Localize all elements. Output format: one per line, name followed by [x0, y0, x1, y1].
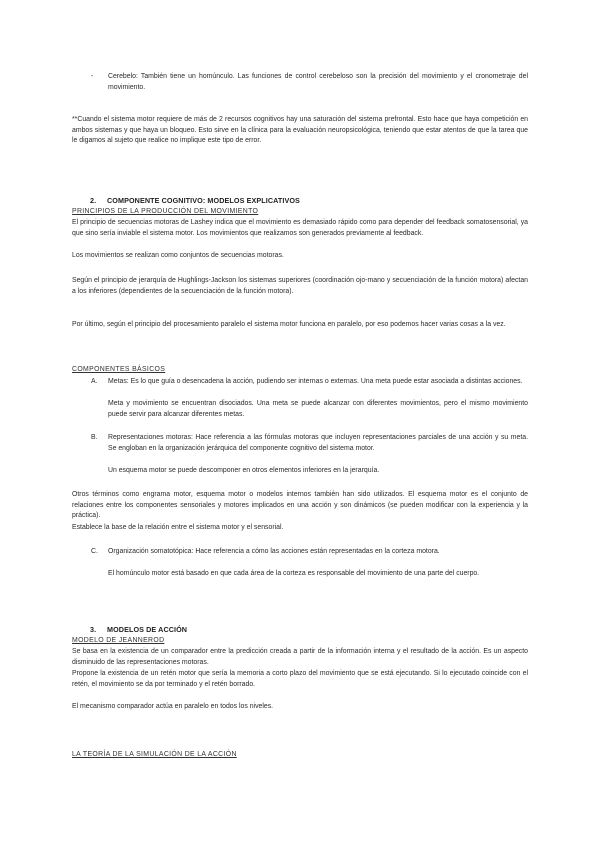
item-a-text-2: Meta y movimiento se encuentran disociados. Una meta se puede alcanzar con diferentes movimientos, pero el mismo movimiento puede servir para alcanzar diferentes metas. — [108, 400, 528, 418]
item-c-text-2: El homúnculo motor está basado en que cada área de la corteza es responsable del movimiento de una parte del cuerpo. — [108, 570, 480, 577]
item-c-text: Organización somatotópica: Hace referencia a cómo las acciones están representadas en la corteza motora. — [108, 548, 440, 555]
sequences-paragraph: Los movimientos se realizan como conjuntos de secuencias motoras. — [72, 252, 284, 259]
cerebelo-paragraph: Cerebelo: También tiene un homúnculo. Las funciones de control cerebeloso son la precisión del movimiento y el cronometraje del movimiento. — [108, 73, 528, 91]
item-c-letter: C. — [91, 548, 98, 555]
section-2-title: COMPONENTE COGNITIVO: MODELOS EXPLICATIVOS — [107, 196, 300, 205]
note-paragraph: **Cuando el sistema motor requiere de más de 2 recursos cognitivos hay una saturación del sistema prefrontal. Esto hace que haya competición en ambos sistemas y que haya un bloqueo. Esto sirve en la clínica para la evaluación neuropsicológica, teniendo que estar atentos de que la tarea que le digamos al sujeto que realice no implique este tipo de error. — [72, 116, 528, 145]
section-3-number: 3. — [90, 625, 97, 634]
item-b-letter: B. — [91, 434, 98, 441]
parallel-paragraph: Por último, según el principio del procesamiento paralelo el sistema motor funciona en paralelo, por eso podemos hacer varias cosas a la vez. — [72, 321, 506, 328]
lashey-paragraph: El principio de secuencias motoras de Lashey indica que el movimiento es demasiado rápido como para depender del feedback somatosensorial, ya que sino sería inviable el sistema motor. Los movimientos que realizamos son generados previamente al feedback. — [72, 219, 528, 237]
production-principles-subtitle: PRINCIPIOS DE LA PRODUCCIÓN DEL MOVIMIENTO — [72, 208, 259, 215]
item-a-letter: A. — [91, 378, 98, 385]
basic-components-subtitle: COMPONENTES BÁSICOS — [72, 366, 166, 373]
motor-reten-paragraph: Propone la existencia de un retén motor que sería la memoria a corto plazo del movimiento que se está ejecutando. Si lo ejecutado coincide con el retén, el movimiento se da por terminado y el retén borrado. — [72, 670, 528, 688]
other-terms-paragraph: Otros términos como engrama motor, esquema motor o modelos internos también han sido utilizados. El esquema motor es el conjunto de relaciones entre los componentes sensoriales y motores implicados en una acción y son dinámicos (se pueden modificar con la experiencia y la práctica). — [72, 491, 528, 520]
section-2-number: 2. — [90, 196, 97, 205]
simulation-theory-subtitle: LA TEORÍA DE LA SIMULACIÓN DE LA ACCIÓN — [72, 751, 237, 758]
item-a-text: Metas: Es lo que guía o desencadena la acción, pudiendo ser internas o externas. Una meta puede estar asociada a distintas acciones. — [108, 378, 523, 385]
relation-paragraph: Establece la base de la relación entre el sistema motor y el sensorial. — [72, 524, 284, 531]
hierarchy-paragraph: Según el principio de jerarquía de Hughlings-Jackson los sistemas superiores (coordinación ojo-mano y secuenciación de la función motora) afectan a los inferiores (dependientes de la secuenciación de la función motora). — [72, 277, 528, 295]
jeannerod-subtitle: MODELO DE JEANNEROD — [72, 637, 165, 644]
section-3-title: MODELOS DE ACCIÓN — [107, 625, 188, 634]
item-b-text: Representaciones motoras: Hace referencia a las fórmulas motoras que incluyen representaciones parciales de una acción y su meta. Se engloban en la organización jerárquica del componente cognitivo del sistema motor. — [108, 434, 528, 452]
comparator-parallel-paragraph: El mecanismo comparador actúa en paralelo en todos los niveles. — [72, 703, 274, 710]
list-bullet: - — [91, 73, 94, 80]
section-3-heading — [90, 625, 187, 636]
item-b-text-2: Un esquema motor se puede descomponer en otros elementos inferiores en la jerarquía. — [108, 467, 380, 474]
comparator-paragraph: Se basa en la existencia de un comparador entre la predicción creada a partir de la información interna y el resultado de la acción. Es un aspecto disminuido de las representaciones motoras. — [72, 648, 528, 666]
section-2-heading — [90, 196, 300, 207]
